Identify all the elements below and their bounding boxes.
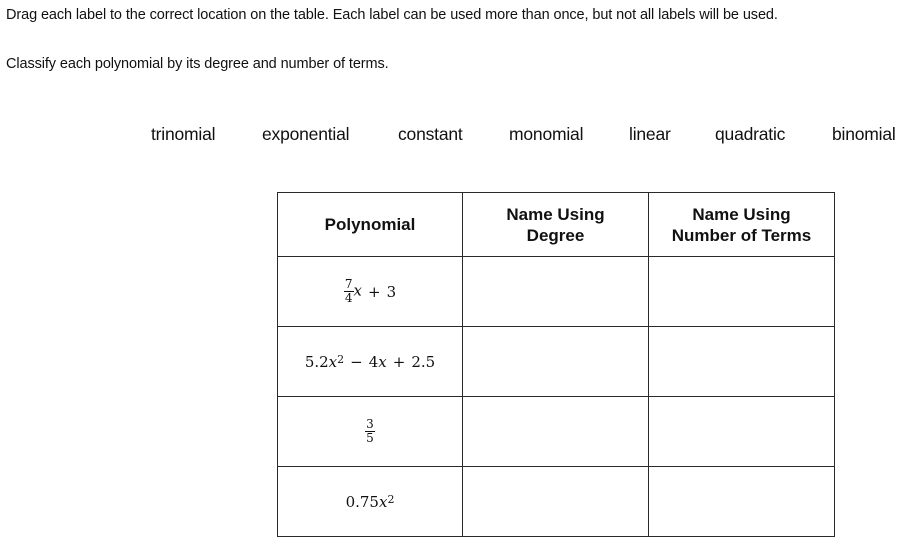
polynomial-cell [278,397,463,467]
operator: − [350,352,363,371]
polynomial-expression [344,279,396,304]
polynomial-cell [278,257,463,327]
label-monomial[interactable]: monomial [509,124,584,144]
drop-zone-terms[interactable] [649,467,835,537]
fraction-numerator: 3 [366,417,374,431]
header-degree-line2: Degree [526,225,585,245]
label-trinomial[interactable]: trinomial [151,124,216,144]
exponent: 2 [337,352,345,366]
table-row [278,467,835,537]
operator: + [367,282,381,301]
table-row [278,257,835,327]
label-linear[interactable]: linear [629,124,671,144]
classification-table [277,192,835,537]
label-quadratic[interactable]: quadratic [715,124,786,144]
header-polynomial-label: Polynomial [324,215,416,234]
label-exponential[interactable]: exponential [262,124,350,144]
constant-term: 2.5 [411,352,436,371]
header-polynomial [278,193,463,257]
table-row [278,397,835,467]
constant-term: 3 [386,282,397,301]
table-row [278,327,835,397]
variable: x [353,281,362,300]
header-terms-line1: Name Using [692,204,791,224]
polynomial-expression [305,353,435,371]
polynomial-expression [346,493,395,511]
header-degree-line1: Name Using [506,204,605,224]
header-row [278,193,835,257]
label-bank [0,124,909,148]
fraction [344,279,354,304]
drop-zone-degree[interactable] [463,397,649,467]
coefficient: 4 [368,352,379,371]
fraction-numerator: 7 [344,277,353,291]
fraction-denominator: 5 [366,431,374,445]
coefficient: 0.75 [345,492,379,511]
coefficient: 5.2 [304,352,329,371]
fraction-denominator: 4 [344,291,353,305]
instruction-classify: Classify each polynomial by its degree and number of terms. [6,56,389,72]
variable: x [378,352,387,371]
variable: x [378,492,388,511]
polynomial-cell [278,467,463,537]
header-name-using-terms [649,193,835,257]
exponent: 2 [387,492,395,506]
operator: + [392,352,406,371]
variable: x [328,352,338,371]
instruction-drag: Drag each label to the correct location on the table. Each label can be used more than once, but not all labels will be used. [6,7,778,23]
fraction [365,419,375,444]
drop-zone-degree[interactable] [463,327,649,397]
polynomial-cell [278,327,463,397]
drop-zone-terms[interactable] [649,257,835,327]
drop-zone-terms[interactable] [649,327,835,397]
drop-zone-degree[interactable] [463,467,649,537]
drop-zone-degree[interactable] [463,257,649,327]
header-name-using-degree [463,193,649,257]
drop-zone-terms[interactable] [649,397,835,467]
header-terms-line2: Number of Terms [671,225,812,245]
label-constant[interactable]: constant [398,124,463,144]
label-binomial[interactable]: binomial [832,124,896,144]
